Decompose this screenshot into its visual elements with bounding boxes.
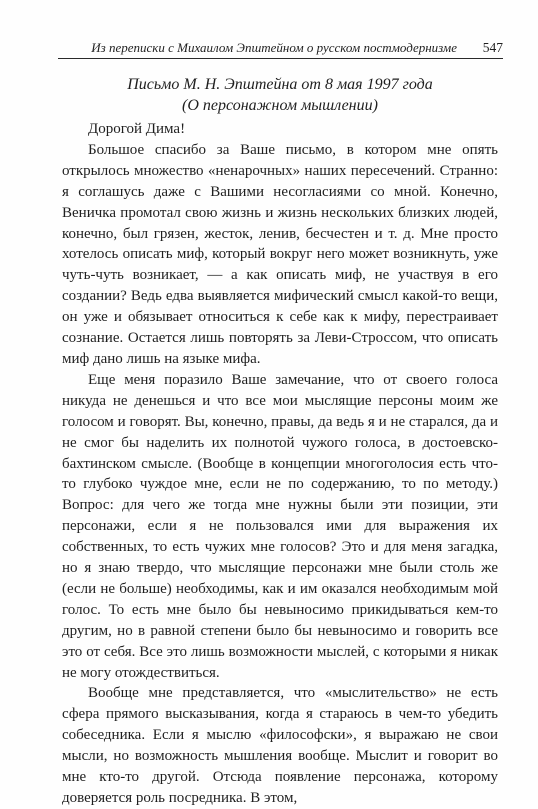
page-number: 547 [482, 40, 503, 55]
letter-subtitle-line: (О персонажном мышлении) [182, 97, 378, 114]
letter-title-line: Письмо М. Н. Эпштейна от 8 мая 1997 года [127, 76, 433, 93]
letter-body [62, 119, 498, 809]
paragraph: Еще меня поразило Ваше замечание, что от своего голоса никуда не денешься и что все мои мыслящие персоны моим же голосом и говорят. Вы, конечно, правы, да ведь я и не старался, да и не смог бы наделить их полнотой чужого голоса, в достоевско-бахтинском смысле. (Вообще в концепции многоголосия есть что-то глубоко чуждое мне, если не по содержанию, то по методу.) Вопрос: для чего же тогда мне нужны были эти позиции, эти персонажи, если я не пользовался ими для выражения их собственных, то есть чужих мне голосов? Это и для меня загадка, но я знаю твердо, что мыслящие персонажи мне были столь же (если не больше) необходимы, как и им оказался необходимым мой голос. То есть мне было бы невыносимо прикидываться кем-то другим, но в равной степени было бы невыносимо и говорить все это от себя. Все это лишь возможности мыслей, с которыми я никак не могу отождествиться. [62, 371, 498, 681]
paragraph: Вообще мне представляется, что «мыслительство» не есть сфера прямого высказывания, когда я стараюсь в чем-то убедить собеседника. Если я мыслю «философски», я выражаю не свои мысли, но возможность мышления вообще. Мыслит и говорит во мне кто-то другой. Отсюда появление персонажа, которому доверяется роль посредника. В этом, [62, 685, 498, 806]
letter-greeting: Дорогой Дима! [88, 121, 186, 137]
paragraph: Большое спасибо за Ваше письмо, в котором мне опять открылось множество «ненарочных» наших пересечений. Странно: я соглашусь даже с Вашими несогласиями со мной. Конечно, Веничка промотал свою жизнь и жизнь нескольких близких людей, конечно, был грязен, жесток, ленив, бесчестен и т. д. Мне просто хотелось описать миф, который вокруг него может возникнуть, уже чуть-чуть возникает, — а как описать миф, не участвуя в его создании? Ведь едва выявляется мифический смысл какой-то вещи, он уже и обязывает относиться к себе как к мифу, перестраивает сознание. Остается лишь повторять за Леви-Строссом, что описать миф дано лишь на языке мифа. [62, 141, 498, 367]
running-header [58, 40, 503, 59]
letter-title [62, 74, 498, 116]
running-title: Из переписки с Михаилом Эпштейном о русском постмодернизме [91, 40, 457, 55]
